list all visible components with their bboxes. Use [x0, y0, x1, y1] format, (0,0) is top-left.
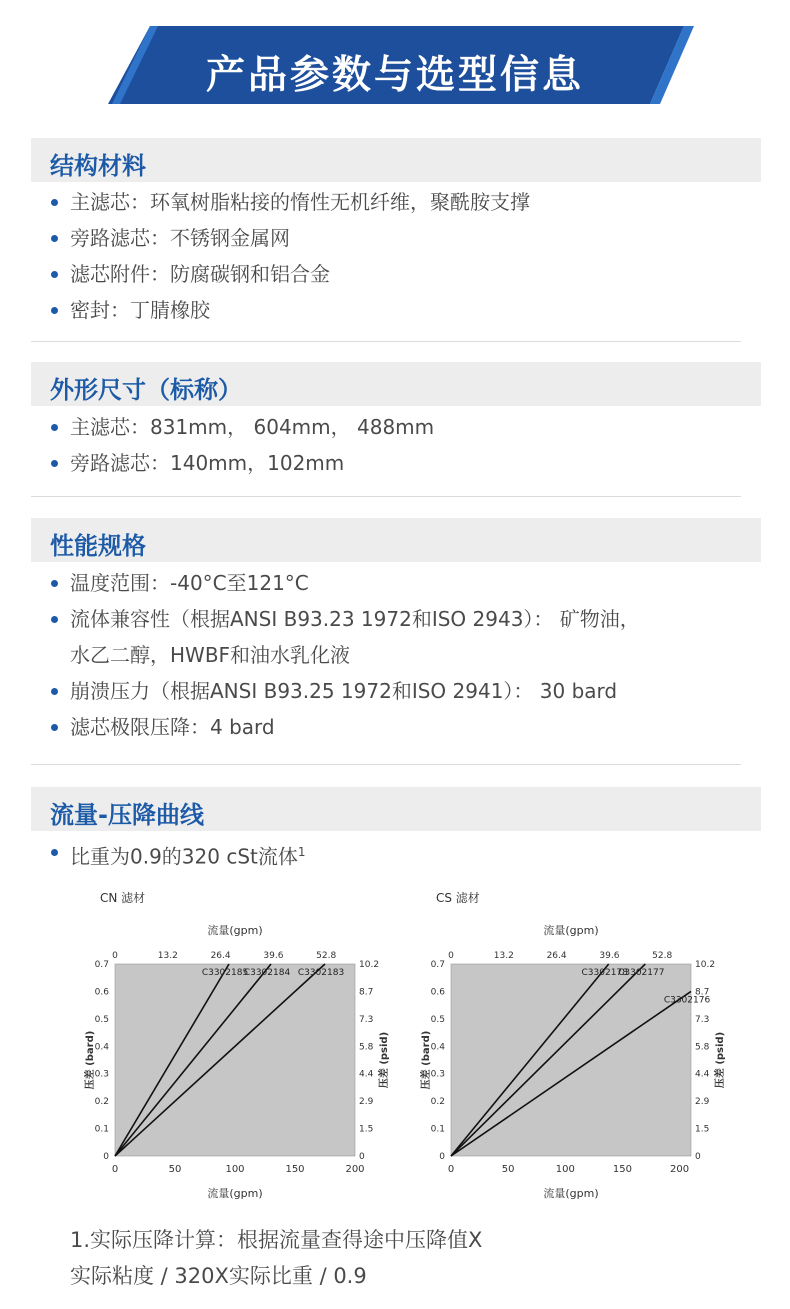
y-tick-label: 0.1	[430, 1124, 445, 1135]
y-tick-label: 0.6	[430, 987, 445, 998]
chart-cs-svg	[421, 882, 736, 1212]
divider	[31, 341, 741, 342]
x-tick-label: 150	[612, 1164, 632, 1175]
y2-axis-label: 压差 (psid)	[379, 1031, 390, 1089]
y2-tick-label: 5.8	[359, 1042, 374, 1053]
chart-cs	[421, 882, 736, 1216]
section-header-flow	[31, 787, 761, 831]
y2-tick-label: 0	[695, 1152, 701, 1162]
header-banner	[0, 0, 790, 120]
series-label: C3302183	[297, 968, 345, 978]
y-tick-label: 0.3	[430, 1069, 445, 1080]
x-tick-label: 100	[555, 1164, 575, 1175]
series-label: C3302176	[663, 995, 711, 1006]
y-axis-label: 压差 (bard)	[85, 1030, 96, 1090]
section-header-performance	[31, 518, 761, 562]
y-tick-label: 0.2	[94, 1097, 109, 1108]
y2-tick-label: 2.9	[695, 1097, 710, 1108]
y2-tick-label: 4.4	[359, 1069, 374, 1080]
flow-list	[48, 834, 758, 875]
x2-tick-label: 13.2	[157, 951, 178, 961]
x2-tick-label: 26.4	[546, 951, 567, 961]
y-tick-label: 0.4	[94, 1042, 109, 1053]
y2-tick-label: 4.4	[695, 1069, 710, 1080]
y2-tick-label: 1.5	[359, 1124, 374, 1135]
y-tick-label: 0.3	[94, 1069, 109, 1080]
series-label: C3302184	[243, 968, 291, 978]
list-item	[48, 834, 758, 875]
list-item: 滤芯极限压降：4 bard	[48, 709, 758, 745]
y2-tick-label: 10.2	[695, 960, 716, 970]
list-item: 温度范围：-40°C至121°C	[48, 565, 758, 601]
divider	[31, 496, 741, 497]
section-title: 外形尺寸（标称）	[50, 376, 242, 404]
list-item: 密封：丁腈橡胶	[48, 292, 758, 328]
y-tick-label: 0.5	[430, 1014, 445, 1025]
series-label: C3302177	[618, 968, 665, 978]
footnote-line: 1.实际压降计算：根据流量查得途中压降值X	[70, 1228, 483, 1252]
performance-list	[48, 565, 758, 745]
list-item-line: 流体兼容性（根据ANSI B93.23 1972和ISO 2943）： 矿物油，	[70, 607, 640, 631]
footnote-marker: 1	[297, 845, 306, 859]
x-axis-label: 流量(gpm)	[207, 1187, 263, 1200]
list-item: 主滤芯：831mm， 604mm， 488mm	[48, 409, 758, 445]
chart-title: CN 滤材	[100, 891, 146, 905]
series-label: C3302178	[581, 968, 628, 978]
list-item: 旁路滤芯：140mm，102mm	[48, 445, 758, 481]
x2-tick-label: 39.6	[263, 951, 284, 961]
section-title: 性能规格	[50, 532, 146, 560]
list-item: 旁路滤芯：不锈钢金属网	[48, 220, 758, 256]
x-tick-label: 200	[345, 1164, 365, 1175]
plot-area	[115, 964, 355, 1156]
footnote-line: 实际粘度 / 320X实际比重 / 0.9	[70, 1264, 367, 1288]
x2-tick-label: 26.4	[210, 951, 231, 961]
x-tick-label: 50	[501, 1164, 515, 1175]
y2-tick-label: 5.8	[695, 1042, 710, 1053]
footnote	[70, 1222, 482, 1294]
x2-tick-label: 0	[448, 951, 454, 961]
x2-tick-label: 13.2	[493, 951, 514, 961]
x2-tick-label: 52.8	[652, 951, 673, 961]
y2-tick-label: 0	[359, 1152, 365, 1162]
chart-cn	[85, 882, 400, 1216]
list-item-text: 比重为0.9的320 cSt流体	[70, 844, 298, 869]
y2-tick-label: 1.5	[695, 1124, 710, 1135]
x-tick-label: 0	[447, 1164, 455, 1175]
y-tick-label: 0.2	[430, 1097, 445, 1108]
section-header-materials	[31, 138, 761, 182]
y2-tick-label: 2.9	[359, 1097, 374, 1108]
x-tick-label: 50	[168, 1164, 182, 1175]
list-item: 主滤芯：环氧树脂粘接的惰性无机纤维，聚酰胺支撑	[48, 184, 758, 220]
y2-tick-label: 7.3	[359, 1014, 374, 1025]
chart-cn-svg	[85, 882, 400, 1212]
list-item	[48, 601, 758, 673]
y-axis-label: 压差 (bard)	[421, 1030, 432, 1090]
x2-axis-label: 流量(gpm)	[543, 924, 599, 937]
x2-tick-label: 39.6	[599, 951, 620, 961]
plot-area	[451, 964, 691, 1156]
x-tick-label: 150	[285, 1164, 305, 1175]
y2-tick-label: 8.7	[695, 987, 710, 998]
y2-axis-label: 压差 (psid)	[715, 1031, 726, 1089]
x2-tick-label: 0	[112, 951, 118, 961]
y-tick-label: 0	[439, 1152, 445, 1162]
divider	[31, 764, 741, 765]
x-tick-label: 100	[225, 1164, 245, 1175]
section-title: 流量-压降曲线	[50, 801, 204, 829]
list-item: 崩溃压力（根据ANSI B93.25 1972和ISO 2941）： 30 bard	[48, 673, 758, 709]
x2-axis-label: 流量(gpm)	[207, 924, 263, 937]
list-item: 滤芯附件：防腐碳钢和铝合金	[48, 256, 758, 292]
y-tick-label: 0.4	[430, 1042, 445, 1053]
list-item-line: 水乙二醇，HWBF和油水乳化液	[70, 643, 351, 667]
y2-tick-label: 7.3	[695, 1014, 710, 1025]
y-tick-label: 0.5	[94, 1014, 109, 1025]
section-title: 结构材料	[50, 152, 146, 180]
y-tick-label: 0	[103, 1152, 109, 1162]
page-title: 产品参数与选型信息	[205, 53, 584, 98]
x-tick-label: 0	[111, 1164, 119, 1175]
x2-tick-label: 52.8	[316, 951, 337, 961]
chart-title: CS 滤材	[436, 891, 480, 905]
dimensions-list	[48, 409, 758, 481]
y2-tick-label: 8.7	[359, 987, 374, 998]
y-tick-label: 0.7	[94, 960, 109, 970]
x-tick-label: 200	[670, 1164, 690, 1175]
y-tick-label: 0.6	[94, 987, 109, 998]
series-label: C3302185	[201, 968, 249, 978]
x-axis-label: 流量(gpm)	[543, 1187, 599, 1200]
section-header-dimensions	[31, 362, 761, 406]
y-tick-label: 0.1	[94, 1124, 109, 1135]
y-tick-label: 0.7	[430, 960, 445, 970]
materials-list	[48, 184, 758, 328]
y2-tick-label: 10.2	[359, 960, 380, 970]
